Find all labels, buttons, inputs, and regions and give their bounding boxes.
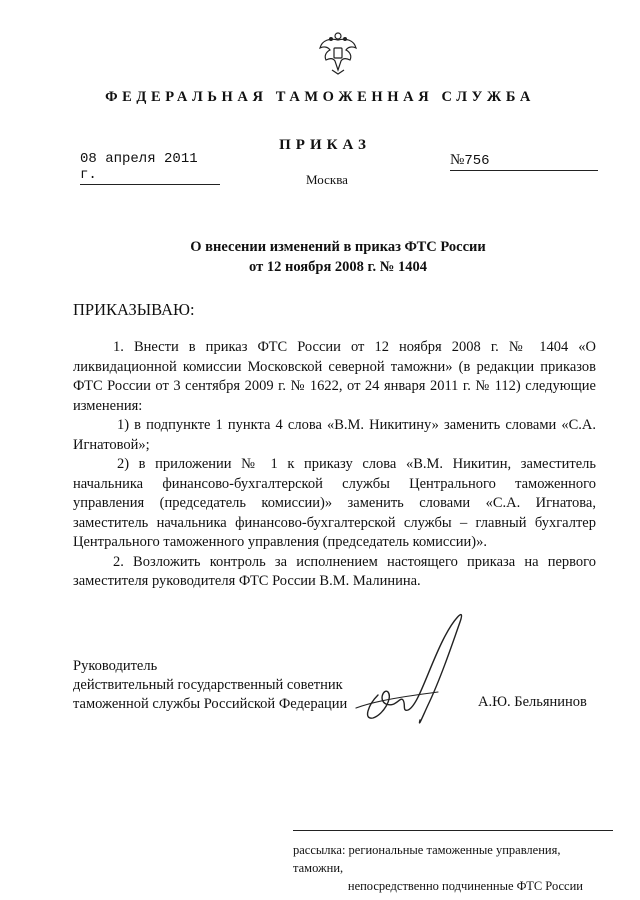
number-value: 756	[464, 153, 490, 169]
signatory-title-line-2: действительный государственный советник	[73, 677, 343, 693]
order-number	[450, 151, 598, 171]
signatory-title	[73, 657, 347, 714]
subject-line-1: О внесении изменений в приказ ФТС России	[190, 239, 486, 255]
paragraph-1-1: 1) в подпункте 1 пункта 4 слова «В.М. Никитину» заменить словами «С.А. Игнатовой»;	[73, 417, 596, 453]
decree-word: ПРИКАЗЫВАЮ:	[73, 300, 195, 319]
number-sign: №	[450, 152, 465, 168]
document-type: ПРИКАЗ	[279, 137, 371, 153]
order-date: 08 апреля 2011 г.	[80, 151, 220, 185]
signatory-name: А.Ю. Бельянинов	[478, 694, 587, 710]
order-body	[73, 338, 596, 592]
signature-icon	[348, 600, 488, 740]
mailing-list	[293, 830, 613, 895]
signatory-title-line-3: таможенной службы Российской Федерации	[73, 696, 348, 712]
city: Москва	[306, 172, 348, 187]
mailing-line-2: непосредственно подчиненные ФТС России	[347, 879, 583, 893]
mailing-line-1: рассылка: региональные таможенные управления, таможни,	[293, 843, 561, 875]
coat-of-arms-icon	[316, 30, 360, 76]
signatory-title-line-1: Руководитель	[73, 658, 158, 674]
paragraph-1: 1. Внести в приказ ФТС России от 12 ноября 2008 г. № 1404 «О ликвидационной комиссии Московской северной таможни» (в редакции приказов ФТС России от 3 сентября 2009 г. № 1622, от 24 января 2011 г. № 112) следующие изменения:	[73, 339, 596, 414]
subject-line-2: от 12 ноября 2008 г. № 1404	[249, 259, 427, 275]
order-subject	[0, 237, 640, 277]
agency-name: ФЕДЕРАЛЬНАЯ ТАМОЖЕННАЯ СЛУЖБА	[105, 89, 535, 105]
paragraph-2: 2. Возложить контроль за исполнением настоящего приказа на первого заместителя руководителя ФТС России В.М. Малинина.	[73, 553, 596, 589]
paragraph-1-2: 2) в приложении № 1 к приказу слова «В.М. Никитин, заместитель начальника финансово-бухгалтерской службы Центрального таможенного управления (председатель комиссии)» заменить словами «С.А. Игнатова, заместитель начальника финансово-бухгалтерской службы – главный бухгалтер Центрального таможенного управления (председатель комиссии)».	[73, 456, 596, 550]
